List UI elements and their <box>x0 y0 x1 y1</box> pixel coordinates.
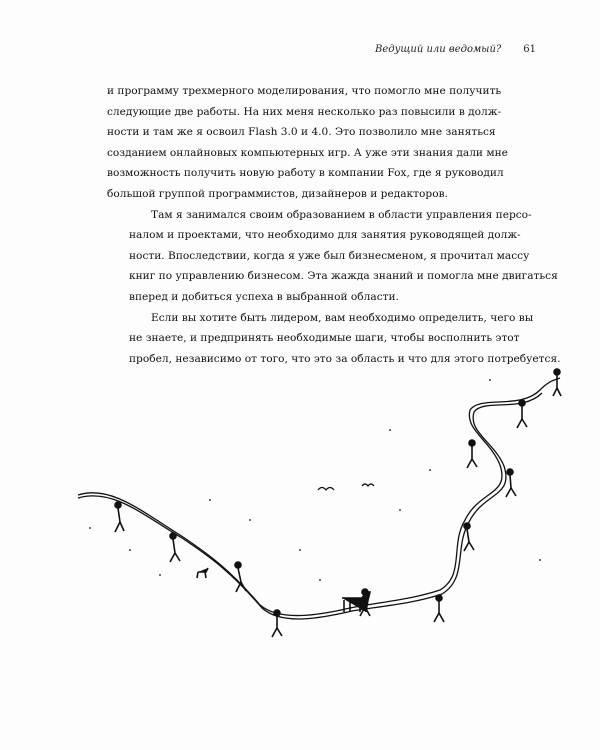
paragraph-2 <box>107 205 558 308</box>
dog-icon <box>197 568 208 578</box>
paragraph-1 <box>107 81 508 205</box>
text-line: ности. Впоследствии, когда я уже был бизнесменом, я прочитал массу <box>129 249 530 262</box>
figure-icon <box>115 502 124 532</box>
figure-icon <box>235 562 246 592</box>
birds-icon <box>318 484 374 490</box>
text-line: вперед и добиться успеха в выбранной области. <box>129 290 399 303</box>
text-line: книг по управлению бизнесом. Эта жажда знаний и помогла мне двигаться <box>129 270 558 283</box>
text-line: и программу трехмерного моделирования, что помогло мне получить <box>107 85 502 97</box>
figure-icon <box>506 469 516 497</box>
running-head <box>375 44 536 55</box>
text-line: налом и проектами, что необходимо для занятия руководящей долж- <box>129 229 521 242</box>
text-line: возможность получить новую работу в компании Fox, где я руководил <box>107 167 504 180</box>
text-line: не знаете, и предпринять необходимые шаги, чтобы восполнить этот <box>129 332 520 345</box>
text-line: Если вы хотите быть лидером, вам необходимо определить, чего вы <box>151 311 534 324</box>
text-line: большой группой программистов, дизайнеров и редакторов. <box>107 187 448 200</box>
running-head-title: Ведущий или ведомый? <box>375 44 502 55</box>
pulling-figures <box>115 369 561 637</box>
body-text <box>107 81 561 369</box>
figure-icon <box>517 400 527 428</box>
text-line: созданием онлайновых компьютерных игр. А уже эти знания дали мне <box>107 146 508 159</box>
text-line: следующие две работы. На них меня несколько раз повысили в долж- <box>107 105 502 118</box>
figure-icon <box>467 440 477 468</box>
figure-icon <box>464 523 474 551</box>
figure-icon <box>170 533 180 562</box>
text-line: ности и там же я освоил Flash 3.0 и 4.0. Это позволило мне заняться <box>107 126 496 139</box>
speckles <box>89 379 541 581</box>
figure-icon <box>272 610 282 637</box>
page-number: 61 <box>523 44 536 55</box>
text-line: Там я занимался своим образованием в области управления персо- <box>151 208 532 221</box>
text-line: пробел, независимо от того, что это за область и что для этого потребуется. <box>129 352 561 365</box>
figure-icon <box>553 369 561 396</box>
rope-icon <box>78 378 560 619</box>
figure-icon <box>434 595 444 622</box>
rope-pulling-figures-illustration <box>70 360 590 660</box>
